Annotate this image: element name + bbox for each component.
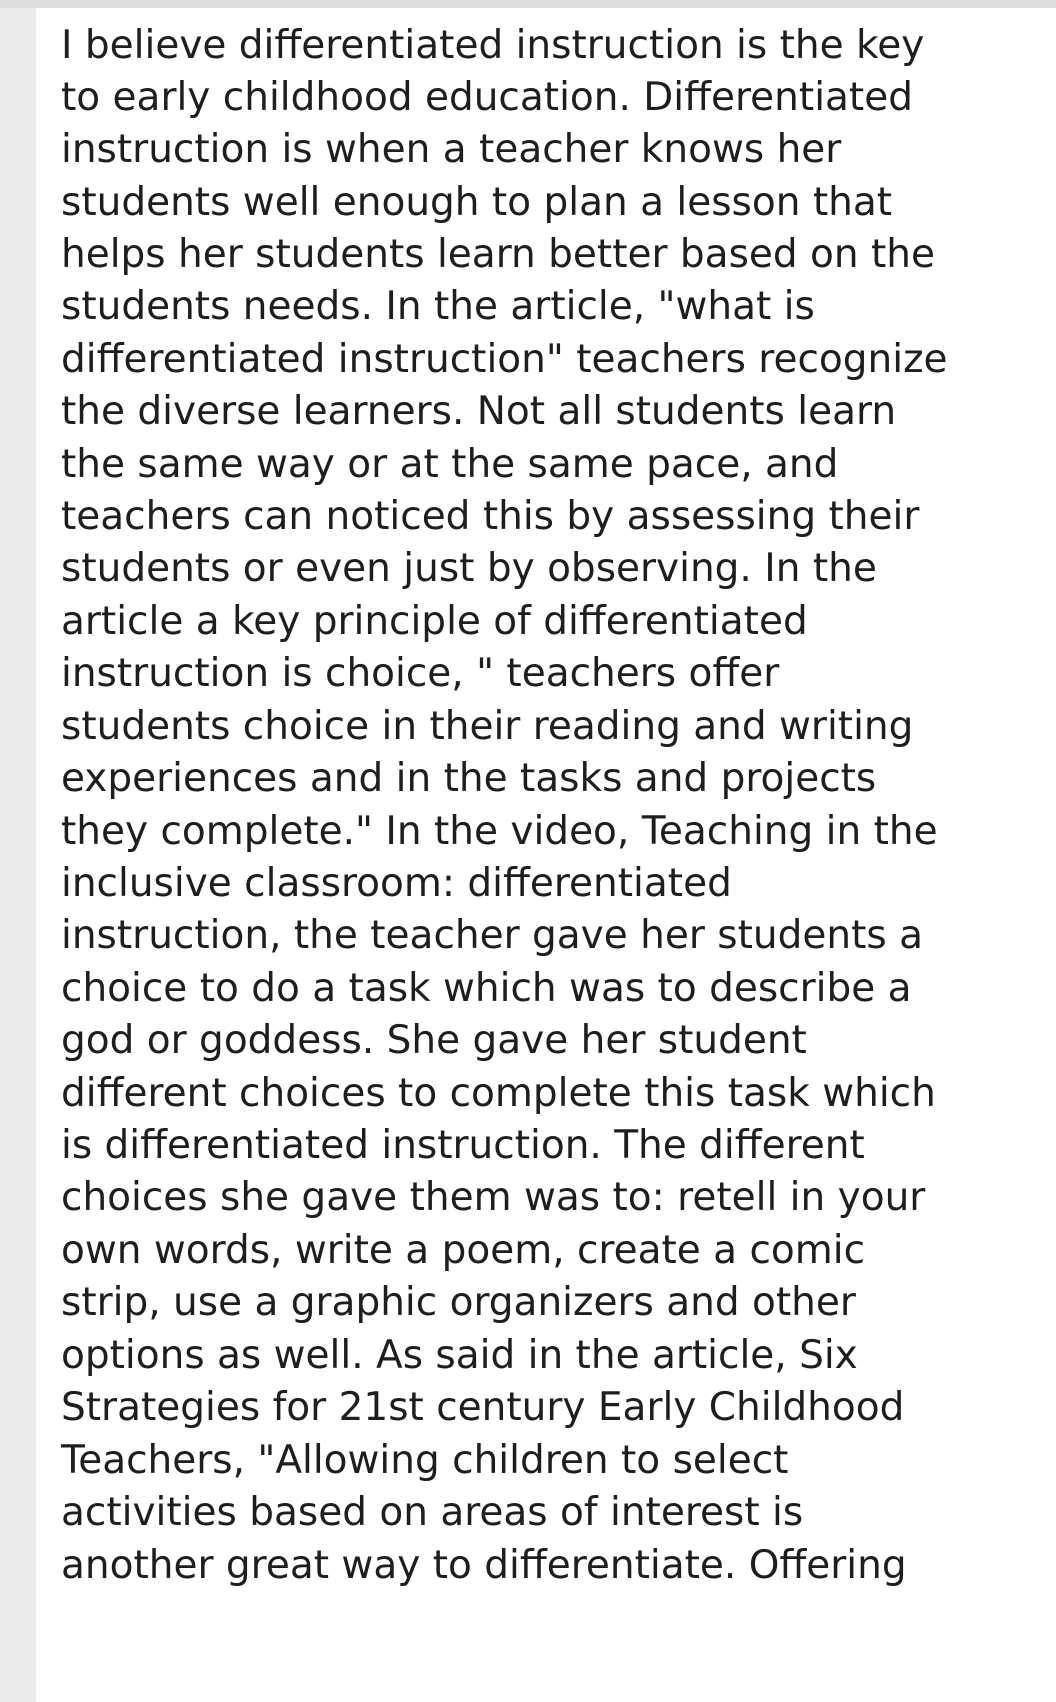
- text-line: students or even just by observing. In the: [61, 546, 877, 591]
- text-line: different choices to complete this task which: [61, 1071, 936, 1116]
- text-line: article a key principle of differentiated: [61, 599, 808, 644]
- text-line: students needs. In the article, "what is: [61, 284, 815, 329]
- text-line: instruction is when a teacher knows her: [61, 127, 842, 172]
- text-line: god or goddess. She gave her student: [61, 1018, 807, 1063]
- text-line: I believe differentiated instruction is the key: [61, 23, 925, 68]
- text-line: activities based on areas of interest is: [61, 1490, 804, 1535]
- post-text-card: [36, 8, 1056, 1702]
- text-line: instruction is choice, " teachers offer: [61, 651, 780, 696]
- text-line: another great way to differentiate. Offering: [61, 1543, 907, 1588]
- text-line: choices she gave them was to: retell in your: [61, 1175, 926, 1220]
- text-line: differentiated instruction" teachers recognize: [61, 337, 948, 382]
- text-line: students choice in their reading and writing: [61, 704, 914, 749]
- text-line: choice to do a task which was to describe a: [61, 966, 912, 1011]
- text-line: inclusive classroom: differentiated: [61, 861, 732, 906]
- text-line: helps her students learn better based on the: [61, 232, 936, 277]
- text-line: the same way or at the same pace, and: [61, 442, 839, 487]
- text-line: teachers can noticed this by assessing their: [61, 494, 920, 539]
- text-line: experiences and in the tasks and projects: [61, 756, 877, 801]
- text-line: is differentiated instruction. The different: [61, 1123, 865, 1168]
- text-line: the diverse learners. Not all students learn: [61, 389, 897, 434]
- text-line: they complete." In the video, Teaching in the: [61, 809, 938, 854]
- text-line: instruction, the teacher gave her students a: [61, 913, 923, 958]
- text-line: Teachers, "Allowing children to select: [61, 1438, 789, 1483]
- text-line: own words, write a poem, create a comic: [61, 1228, 866, 1273]
- text-line: students well enough to plan a lesson that: [61, 180, 893, 225]
- text-line: Strategies for 21st century Early Childhood: [61, 1385, 905, 1430]
- text-line: strip, use a graphic organizers and other: [61, 1280, 856, 1325]
- text-line: to early childhood education. Differentiated: [61, 75, 913, 120]
- text-line: options as well. As said in the article, Six: [61, 1333, 858, 1378]
- top-divider: [0, 0, 1056, 8]
